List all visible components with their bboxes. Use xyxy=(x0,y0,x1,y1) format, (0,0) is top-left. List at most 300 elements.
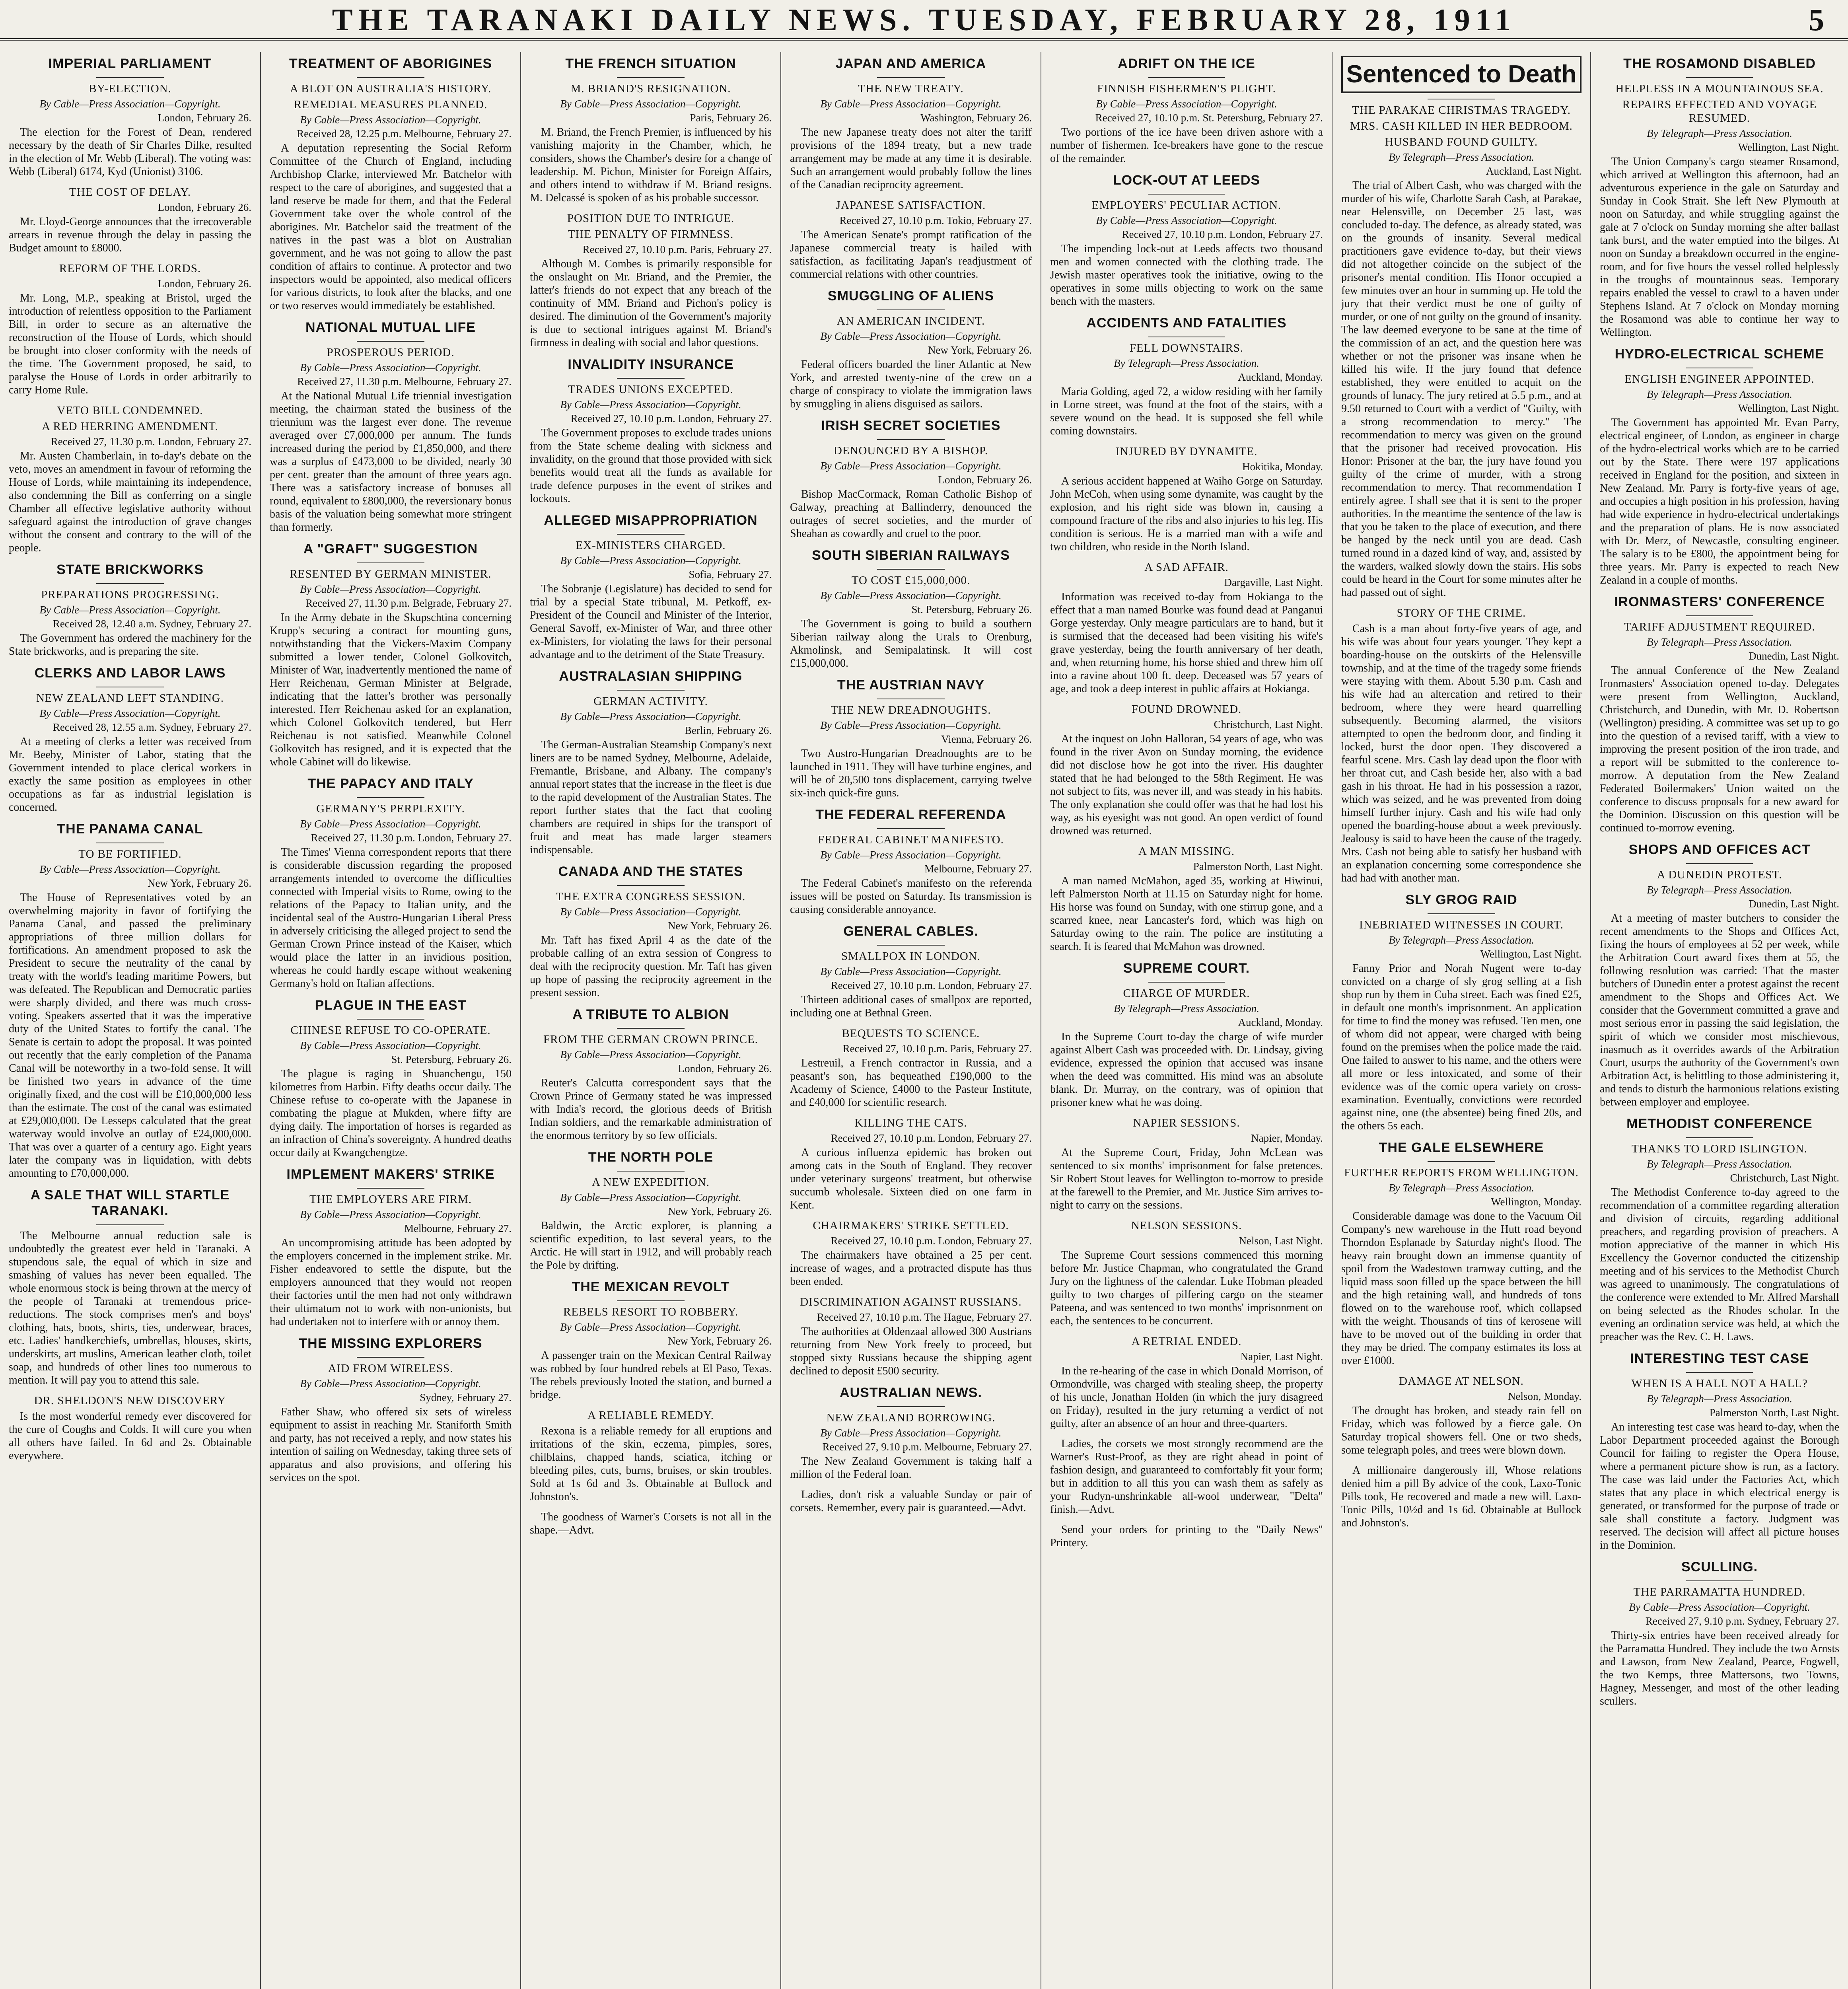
article-subhead: NAPIER SESSIONS. xyxy=(1133,1117,1240,1129)
article-body: At the Supreme Court, Friday, John McLean was sentenced to six months' imprisonment for false pretences. Sir Robert Stout leaves for Wellington to-morrow to preside at the farewell to the Premier, and Mr. Justice Sim arrives to-night to carry on the sessions. xyxy=(1050,1146,1323,1211)
article-body: Lestreuil, a French contractor in Russia, and a peasant's son, has bequeathed £190,000 to the Academy of Science, £4000 to the Pasteur Institute, and £40,000 for scientific research. xyxy=(790,1057,1032,1109)
article-body: A passenger train on the Mexican Central Railway was robbed by four hundred rebels at El Paso, Texas. The rebels previously looted the station, and burned a bridge. xyxy=(530,1349,772,1401)
article-dateline: Sofia, February 27. xyxy=(689,568,772,580)
article-dateline: New York, February 26. xyxy=(148,877,251,889)
article xyxy=(1050,845,1323,953)
article-headline: THE MISSING EXPLORERS xyxy=(299,1336,482,1351)
article-headline: CANADA AND THE STATES xyxy=(558,864,743,879)
article xyxy=(1050,703,1323,837)
article-subhead: THE EXTRA CONGRESS SESSION. xyxy=(556,890,746,903)
article-headline: STATE BRICKWORKS xyxy=(56,562,204,577)
article-body: The goodness of Warner's Corsets is not all in the shape.—Advt. xyxy=(530,1511,772,1536)
divider xyxy=(617,378,685,379)
article-subhead: INEBRIATED WITNESSES IN COURT. xyxy=(1359,919,1564,931)
article xyxy=(1050,315,1323,438)
article xyxy=(270,56,512,312)
article xyxy=(1050,1335,1323,1430)
article-subhead: PREPARATIONS PROGRESSING. xyxy=(41,588,219,601)
article xyxy=(530,1149,772,1272)
article-subhead: REMEDIAL MEASURES PLANNED. xyxy=(294,98,488,111)
article-headline: THE ROSAMOND DISABLED xyxy=(1623,56,1816,71)
article-byline: By Telegraph—Press Association. xyxy=(1389,934,1534,946)
divider xyxy=(1686,1580,1753,1581)
article-byline: By Telegraph—Press Association. xyxy=(1647,127,1792,139)
article-dateline: Wellington, Monday. xyxy=(1491,1196,1581,1208)
article-byline: By Cable—Press Association—Copyright. xyxy=(39,98,221,110)
article-body: Send your orders for printing to the "Daily News" Printery. xyxy=(1050,1524,1323,1549)
article-body: Mr. Austen Chamberlain, in to-day's debate on the veto, moves an amendment in favour of reforming the House of Lords, while maintaining its independence, also condemning the Bill as conferring on a single Chamber all effective legislative authority without safeguard against the introduction of grave changes without the consent and contrary to the will of the people. xyxy=(9,450,251,554)
article-dateline: New York, February 26. xyxy=(668,1335,772,1347)
article-byline: By Cable—Press Association—Copyright. xyxy=(39,707,221,719)
article xyxy=(270,319,512,534)
article-byline: By Cable—Press Association—Copyright. xyxy=(39,604,221,616)
article-body: The German-Australian Steamship Company's next liners are to be named Sydney, Melbourne, Adelaide, Fremantle, Brisbane, and Albany. The company's annual report states that the increase in the fleet is due to the rapid development of the Australian States. The report further states that the fact that cooling chambers are required in ships for the transport of fruit and meat has made larger steamers indispensable. xyxy=(530,739,772,856)
article-body: Is the most wonderful remedy ever discovered for the cure of Coughs and Colds. It will cure you when all others have failed. In 6d and 2s. Obtainable everywhere. xyxy=(9,1410,251,1462)
article xyxy=(9,404,251,555)
article-body: The Government has ordered the machinery for the State brickworks, and is preparing the site. xyxy=(9,632,251,658)
article-dateline: Received 27, 9.10 p.m. Melbourne, February 27. xyxy=(822,1441,1032,1453)
article-body: Bishop MacCormack, Roman Catholic Bishop of Galway, preaching at Ballinderry, denounced the outrages of secret societies, and the murder of Sheahan as cowardly and cruel to the poor. xyxy=(790,488,1032,540)
article-body: The American Senate's prompt ratification of the Japanese commercial treaty is hailed with satisfaction, as facilitating Japan's readjustment of commercial relations with other countries. xyxy=(790,229,1032,280)
article-dateline: Melbourne, February 27. xyxy=(404,1222,512,1234)
divider xyxy=(1686,1372,1753,1373)
article-dateline: Received 27, 10.10 p.m. The Hague, February 27. xyxy=(817,1311,1032,1323)
article-dateline: Napier, Monday. xyxy=(1251,1132,1323,1144)
article-dateline: Hokitika, Monday. xyxy=(1242,461,1323,473)
article-body: The Sobranje (Legislature) has decided to send for trial by a special State tribunal, M. Petkoff, ex-President of the Council and Minister of the Interior, General Savoff, ex-Minister of War, and three other ex-Ministers, for violating the laws for their personal advantage and to the detriment of the State Treasury. xyxy=(530,583,772,661)
article xyxy=(1600,1351,1839,1552)
article-byline: By Cable—Press Association—Copyright. xyxy=(560,98,741,110)
article xyxy=(1341,1140,1581,1367)
article-headline: THE NORTH POLE xyxy=(588,1150,714,1165)
article-headline: GENERAL CABLES. xyxy=(843,924,978,939)
divider xyxy=(357,341,424,342)
article-dateline: Received 28, 12.25 p.m. Melbourne, February 27. xyxy=(297,128,512,140)
article-dateline: Vienna, February 26. xyxy=(941,733,1032,745)
article-body: The Melbourne annual reduction sale is undoubtedly the greatest ever held in Taranaki. A stupendous sale, the equal of which in size and smashing of values has never been equalled. The whole enormous stock is being thrown at the mercy of the people of Taranaki at tremendous price-reductions. The stock comprises men's and boys' clothing, hats, boots, shirts, ties, underwear, braces, etc. Ladies' handkerchiefs, umbrellas, blouses, skirts, underskirts, art muslins, American leather cloth, toilet soap, and hundreds of other lines too numerous to mention. It will pay you to attend this sale. xyxy=(9,1230,251,1386)
article-body: The drought has broken, and steady rain fell on Friday, which was followed by a fierce gale. On Saturday tropical showers fell. One or two sheds, some telegraph poles, and trees were blown down. xyxy=(1341,1405,1581,1456)
article-byline: By Cable—Press Association—Copyright. xyxy=(300,1209,481,1220)
article-subhead: VETO BILL CONDEMNED. xyxy=(57,404,203,417)
article-dateline: Received 27, 10.10 p.m. London, February 27. xyxy=(1122,228,1323,240)
article-subhead: REBELS RESORT TO ROBBERY. xyxy=(563,1306,739,1318)
article-headline: NATIONAL MUTUAL LIFE xyxy=(305,320,476,335)
article-subhead: POSITION DUE TO INTRIGUE. xyxy=(567,212,735,225)
article-dateline: Nelson, Monday. xyxy=(1508,1390,1581,1402)
article-body: Thirty-six entries have been received already for the Parramatta Hundred. They include the two Arnsts and Lawson, from New Zealand, Pearce, Fogwell, the two Kemps, three Mattersons, two Towns, Hagney, Messenger, and most of the other leading scullers. xyxy=(1600,1629,1839,1707)
article xyxy=(1341,892,1581,1133)
page-number: 5 xyxy=(1809,2,1824,37)
article-dateline: Received 27, 11.30 p.m. London, February 27. xyxy=(51,436,251,448)
article xyxy=(790,547,1032,670)
divider xyxy=(96,583,164,584)
article-subhead: HELPLESS IN A MOUNTAINOUS SEA. xyxy=(1615,82,1824,95)
divider xyxy=(96,77,164,78)
article-dateline: St. Petersburg, February 26. xyxy=(911,603,1032,615)
article-byline: By Cable—Press Association—Copyright. xyxy=(560,555,741,566)
article-body: In the re-hearing of the case in which Donald Morrison, of Ormondville, was charged with stealing sheep, the property of his uncle, Jonathan Holden (in which the jury disagreed on Friday), resulted in the jury returning a verdict of not guilty, after an absence of an hour and three-quarters. xyxy=(1050,1365,1323,1430)
article xyxy=(790,1027,1032,1109)
article-body: A serious accident happened at Waiho Gorge on Saturday. John McCoh, when using some dynamite, was caught by the explosion, and his right side was blown in, causing a compound fracture of the ribs and also injuries to his leg. His condition is serious. He is a married man with a wife and two children, who reside in the North Island. xyxy=(1050,475,1323,553)
article-body: Thirteen additional cases of smallpox are reported, including one at Bethnal Green. xyxy=(790,994,1032,1019)
article-byline: By Telegraph—Press Association. xyxy=(1114,1002,1259,1014)
article-dateline: Auckland, Last Night. xyxy=(1486,165,1581,177)
divider xyxy=(357,1188,424,1189)
article xyxy=(270,541,512,769)
divider xyxy=(357,1019,424,1020)
article-subhead: A DUNEDIN PROTEST. xyxy=(1657,868,1782,881)
article-dateline: New York, February 26. xyxy=(668,1205,772,1217)
article-headline: THE AUSTRIAN NAVY xyxy=(837,677,985,693)
article-byline: By Cable—Press Association—Copyright. xyxy=(820,1427,1002,1439)
article-dateline: Received 27, 10.10 p.m. Paris, February 27. xyxy=(582,243,772,255)
article-body: Father Shaw, who offered six sets of wireless equipment to assist in reaching Mr. Staniforth Smith and party, has not received a reply, and now states his intention of sailing on Wednesday, taking three sets of apparatus and also provisions, and offering his services on the spot. xyxy=(270,1406,512,1484)
article-subhead: BEQUESTS TO SCIENCE. xyxy=(842,1027,980,1040)
article xyxy=(1600,56,1839,339)
article xyxy=(530,668,772,856)
divider xyxy=(1686,863,1753,864)
article-subhead: FOUND DROWNED. xyxy=(1131,703,1242,716)
article-byline: By Telegraph—Press Association. xyxy=(1647,1158,1792,1170)
article-body: Mr. Taft has fixed April 4 as the date of the probable calling of an extra session of Congress to deal with the reciprocity question. Mr. Taft has given up hope of passing the reciprocity agreement in the present session. xyxy=(530,934,772,999)
divider xyxy=(1686,615,1753,616)
article-subhead: FROM THE GERMAN CROWN PRINCE. xyxy=(543,1033,759,1046)
article-body: In the Supreme Court to-day the charge of wife murder against Albert Cash was proceeded with. Dr. Lindsay, giving evidence, expressed the opinion that accused was insane when the deed was committed. His mind was an absolute blank. Dr. Murray, on the contrary, was of opinion that prisoner knew what he was doing. xyxy=(1050,1031,1323,1109)
article-subhead: THE PENALTY OF FIRMNESS. xyxy=(568,228,734,241)
article-dateline: Received 28, 12.55 a.m. Sydney, February 27. xyxy=(53,721,251,733)
article xyxy=(1050,56,1323,165)
article-subhead: A RED HERRING AMENDMENT. xyxy=(42,420,218,433)
article-body: The Union Company's cargo steamer Rosamond, which arrived at Wellington this afternoon, had an adventurous experience in the gale on Saturday and Sunday in Cook Strait. She left New Plymouth at noon on Saturday, and while struggling against the gale at 7 o'clock on Sunday morning she after ballast tank burst, and the water emptied into the bilges. At noon on Sunday a breakdown occurred in the engine-room, and for five hours the vessel rolled helplessly in the troughs of mountainous seas. Temporary repairs enabled the vessel to crawl to a haven under Stephens Island. At 7 o'clock on Monday morning the Rosamond was able to continue her way to Wellington. xyxy=(1600,156,1839,339)
article-byline: By Cable—Press Association—Copyright. xyxy=(300,1378,481,1390)
article-headline: PLAGUE IN THE EAST xyxy=(315,998,467,1013)
article-subhead: THE PARRAMATTA HUNDRED. xyxy=(1633,1586,1806,1598)
article-byline: By Cable—Press Association—Copyright. xyxy=(820,460,1002,472)
article-subhead: CHARGE OF MURDER. xyxy=(1123,987,1250,1000)
article-dateline: London, February 26. xyxy=(158,112,251,124)
article-subhead: NEW ZEALAND BORROWING. xyxy=(826,1411,996,1424)
article-subhead: A RETRIAL ENDED. xyxy=(1131,1335,1242,1348)
article-body: The House of Representatives voted by an overwhelming majority in favor of fortifying the Panama Canal, and passed the preliminary appropriations of three million dollars for fortifications. An amendment proposed to ask the President to secure the neutrality of the canal by treaty with the world's leading maritime Powers, but was defeated. The Republican and Democratic parties were sharply divided, and there was much cross-voting. Speakers asserted that it was the imperative duty of the United States to fortify the canal. The Senate is certain to adopt the proposal. It was pointed out recently that the early completion of the Panama Canal will be noteworthy in a two-fold sense. It will be finished two years in advance of the time originally fixed, and the cost will be £10,000,000 less than the estimate. The cost of the canal was estimated at £29,000,000. De Lesseps calculated that the great waterway would involve an outlay of £24,000,000. That was over a quarter of a century ago. Eight years later the company was in liquidation, with debts amounting to £70,000,000. xyxy=(9,891,251,1179)
article-subhead: RESENTED BY GERMAN MINISTER. xyxy=(290,568,492,580)
masthead xyxy=(0,0,1848,41)
article-headline: THE FRENCH SITUATION xyxy=(565,56,736,71)
article xyxy=(530,1006,772,1142)
article xyxy=(1050,1219,1323,1327)
divider xyxy=(617,690,685,691)
article-subhead: MRS. CASH KILLED IN HER BEDROOM. xyxy=(1350,120,1573,132)
article-subhead: EMPLOYERS' PECULIAR ACTION. xyxy=(1091,199,1282,212)
article-byline: By Cable—Press Association—Copyright. xyxy=(820,849,1002,861)
article xyxy=(1050,561,1323,695)
article-body: Two portions of the ice have been driven ashore with a number of fishermen. Ice-breakers have gone to the rescue of the remainder. xyxy=(1050,126,1323,165)
article-subhead: THE PARAKAE CHRISTMAS TRAGEDY. xyxy=(1352,104,1571,117)
article-body: A man named McMahon, aged 35, working at Hiwinui, left Palmerston North at 11.15 on Saturday night for home. His horse was found on Sunday, with one stirrup gone, and a scarred knee, near Lancaster's ford, which was high on Saturday owing to the rain. The police are instituting a search. It is feared that McMahon was drowned. xyxy=(1050,875,1323,953)
article-body: In the Army debate in the Skupschtina concerning Krupp's securing a contract for mounting guns, notwithstanding that the Vickers-Maxim Company submitted a lower tender, Colonel Golkovitch, Minister of War, inadvertently mentioned the name of Herr Reichenau, German Minister at Belgrade, indicating that the latter's brother was personally interested. Herr Reichenau asked for an explanation, which Colonel Golkovitch tendered, but Herr Reichenau is not satisfied. Meanwhile Colonel Golkovitch has resigned, and it is expected that the whole Cabinet will do likewise. xyxy=(270,611,512,768)
article-dateline: Palmerston North, Last Night. xyxy=(1193,860,1323,872)
article-subhead: REPAIRS EFFECTED AND VOYAGE RESUMED. xyxy=(1622,98,1817,125)
article-byline: By Cable—Press Association—Copyright. xyxy=(560,1049,741,1061)
article-headline: LOCK-OUT AT LEEDS xyxy=(1113,173,1261,188)
article-dateline: Dunedin, Last Night. xyxy=(1749,898,1839,910)
article-byline: By Cable—Press Association—Copyright. xyxy=(820,98,1002,110)
article-headline: SCULLING. xyxy=(1681,1559,1758,1574)
divider xyxy=(877,1406,945,1407)
divider xyxy=(617,1171,685,1172)
article xyxy=(790,288,1032,411)
article-dateline: London, February 26. xyxy=(158,278,251,290)
article-subhead: BY-ELECTION. xyxy=(89,82,171,95)
article-subhead: A NEW EXPEDITION. xyxy=(592,1176,710,1189)
divider xyxy=(617,885,685,886)
article-headline: IRONMASTERS' CONFERENCE xyxy=(1614,594,1825,609)
article xyxy=(790,1116,1032,1212)
article-dateline: New York, February 26. xyxy=(668,920,772,932)
article-body: The new Japanese treaty does not alter the tariff provisions of the 1894 treaty, but a new trade arrangement may be made at any time it is desirable. Such an arrangement would probably follow the lines of the Canadian reciprocity agreement. xyxy=(790,126,1032,191)
article-dateline: Napier, Last Night. xyxy=(1240,1351,1323,1362)
article-dateline: Received 27, 10.10 p.m. London, February 27. xyxy=(570,413,772,424)
article-body: Mr. Lloyd-George announces that the irrecoverable arrears in revenue through the delay in passing the Budget amount to £8000. xyxy=(9,216,251,254)
article-dateline: Palmerston North, Last Night. xyxy=(1709,1407,1839,1419)
divider xyxy=(357,77,424,78)
article xyxy=(1600,594,1839,835)
article xyxy=(530,356,772,505)
article-dateline: Received 27, 10.10 p.m. Paris, February 27. xyxy=(842,1043,1032,1055)
article-headline: IMPERIAL PARLIAMENT xyxy=(48,56,212,71)
article-byline: By Cable—Press Association—Copyright. xyxy=(1096,98,1277,110)
article-subhead: GERMAN ACTIVITY. xyxy=(593,695,708,708)
article xyxy=(530,1510,772,1537)
article-body: At the National Mutual Life triennial investigation meeting, the chairman stated the business of the triennium was the largest ever done. The revenue averaged over £7,000,000 per annum. The funds increased during the period by £1,850,000, and there was a surplus of £473,000 to be divided, nearly 30 per cent. greater than the amount of three years ago. There was a satisfactory increase of bonuses all round, equivalent to £800,000, the reversionary bonus basis of the valuation being somewhat more stringent than formerly. xyxy=(270,390,512,533)
article-body: At a meeting of master butchers to consider the recent amendments to the Shops and Offices Act, fixing the hours of employees at 52 per week, while the Arbitration Court award fixes them at 55, the following resolution was carried: That the master butchers of Dunedin enter a protest against the recent amendment to the Shops and Offices Act. We consider that the Government committed a grave and most serious error in passing the said legislation, the spirit of which we consider most mischievous, inasmuch as it overrides awards of the Arbitration Court, usurps the authority of the Government's own Arbitration Act, is belittling to those administering it, and tends to disturb the harmonious relations existing between employer and employee. xyxy=(1600,912,1839,1108)
article xyxy=(1050,445,1323,553)
column-5 xyxy=(1041,52,1332,1989)
article-subhead: THE EMPLOYERS ARE FIRM. xyxy=(309,1193,472,1206)
article-body: Cash is a man about forty-five years of age, and his wife was about four years younger. They kept a boarding-house on the outskirts of the Helensville township, and at the time of the tragedy some friends were staying with them. About 5.30 p.m. Cash and his wife had an altercation and retired to their bedroom, where they were heard quarrelling subsequently. Becoming alarmed, the visitors attempted to open the bedroom door, and finding it locked, burst the door open. They discovered a fearful scene. Mrs. Cash lay dead upon the floor with her throat cut, and Cash beside her, also with a bad gash in his throat. He had in his possession a razor, which was seized, and he was prevented from doing himself further injury. Cash and his wife had only opened the boarding-house about a week previously. Jealousy is said to have been the cause of the tragedy. Mrs. Cash not being able to satisfy her husband with an explanation concerning some correspondence she had had with another man. xyxy=(1341,623,1581,884)
article-subhead: TARIFF ADJUSTMENT REQUIRED. xyxy=(1624,621,1815,633)
divider xyxy=(96,1224,164,1225)
article-subhead: THANKS TO LORD ISLINGTON. xyxy=(1631,1142,1808,1155)
article xyxy=(790,1219,1032,1288)
column-3 xyxy=(520,52,780,1989)
article-subhead: TO BE FORTIFIED. xyxy=(78,848,182,860)
divider xyxy=(617,1028,685,1029)
article-subhead: M. BRIAND'S RESIGNATION. xyxy=(570,82,731,95)
article-dateline: St. Petersburg, February 26. xyxy=(391,1053,512,1065)
article-dateline: Received 27, 11.30 p.m. Belgrade, February 27. xyxy=(305,597,512,609)
article-subhead: CHINESE REFUSE TO CO-OPERATE. xyxy=(290,1024,491,1037)
article-subhead: NEW ZEALAND LEFT STANDING. xyxy=(36,692,224,705)
divider xyxy=(1148,77,1225,78)
article xyxy=(790,807,1032,916)
article xyxy=(1341,1464,1581,1530)
article-subhead: THE NEW DREADNOUGHTS. xyxy=(831,704,991,716)
article-subhead: A RELIABLE REMEDY. xyxy=(587,1409,714,1422)
article-subhead: WHEN IS A HALL NOT A HALL? xyxy=(1631,1377,1808,1390)
article-headline: SOUTH SIBERIAN RAILWAYS xyxy=(812,548,1010,563)
article-byline: By Telegraph—Press Association. xyxy=(1389,151,1534,163)
article-body: Considerable damage was done to the Vacuum Oil Company's new warehouse in the Hutt road beyond Thorndon Esplanade by Saturday night's flood. The heavy rain brought down an immense quantity of spoil from the Wadestown tramway cutting, and the liquid mass soon filled up the space between the hill and the high retaining wall, and hundreds of tons flowed on to the warehouse roof, which collapsed with the weight. Thousands of tins of kerosene will have to be moved out of the building in order that they may be dried. The company estimates its loss at over £1000. xyxy=(1341,1210,1581,1367)
article-subhead: AN AMERICAN INCIDENT. xyxy=(836,315,985,327)
article-body: The Government has appointed Mr. Evan Parry, electrical engineer, of London, as engineer in charge of the hydro-electrical works which are to be carried out by the State. There were 197 applications received in England for the position, and sixteen in New Zealand. Mr. Parry is forty-five years of age, and occupies a high position in his profession, having had wide experience in hydro-electrical undertakings and the preparation of plans. He is now associated with Dr. Merz, of Newcastle, consulting engineer. The salary is to be £800, the appointment being for three years. Mr. Parry is expected to reach New Zealand in a couple of months. xyxy=(1600,416,1839,586)
article-headline: ACCIDENTS AND FATALITIES xyxy=(1086,315,1287,331)
divider xyxy=(877,309,945,310)
article-dateline: London, February 26. xyxy=(678,1063,772,1074)
article-byline: By Cable—Press Association—Copyright. xyxy=(820,590,1002,601)
article xyxy=(530,56,772,204)
article-body: The authorities at Oldenzaal allowed 300 Austrians returning from New York freely to proceed, but stopped sixty Russians because the shipping agent declined to deposit £500 security. xyxy=(790,1325,1032,1377)
article-body: A deputation representing the Social Reform Committee of the Church of England, including Archbishop Clarke, interviewed Mr. Batchelor with respect to the care of aborigines, and suggested that a land reserve be made for them, and that the Federal Government take over the whole control of the aborigines. Mr. Batchelor said the treatment of the natives in the past was a blot on Australian government, and he was not going to allow the past condition of affairs to continue. A protector and two inspectors would be appointed, also medical officers for various districts, to look after the blacks, and one or two reserves would immediately be established. xyxy=(270,142,512,312)
article-byline: By Telegraph—Press Association. xyxy=(1647,884,1792,896)
article xyxy=(1050,1437,1323,1516)
article-body: A millionaire dangerously ill, Whose relations denied him a pill By advice of the cook, Laxo-Tonic Pills took, He recovered and made a new will. Laxo-Tonic Pills, 10½d and 1s 6d. Obtainable at Bullock and Johnston's. xyxy=(1341,1464,1581,1529)
article-byline: By Cable—Press Association—Copyright. xyxy=(300,583,481,595)
divider xyxy=(1148,194,1225,195)
article xyxy=(530,1279,772,1401)
article-body: Maria Golding, aged 72, a widow residing with her family in Lorne street, was found at the foot of the stairs, with a severe wound on the head. It is supposed she fell while coming downstairs. xyxy=(1050,385,1323,437)
article-byline: By Cable—Press Association—Copyright. xyxy=(39,863,221,875)
article-headline: THE FEDERAL REFERENDA xyxy=(815,807,1006,822)
article-dateline: Christchurch, Last Night. xyxy=(1214,718,1323,730)
article-subhead: FELL DOWNSTAIRS. xyxy=(1129,342,1244,354)
article-body: The chairmakers have obtained a 25 per cent. increase of wages, and a protracted dispute has thus been ended. xyxy=(790,1249,1032,1288)
article-subhead: GERMANY'S PERPLEXITY. xyxy=(316,802,465,815)
article-dateline: Auckland, Monday. xyxy=(1238,1016,1323,1028)
article xyxy=(1050,960,1323,1109)
article-headline: JAPAN AND AMERICA xyxy=(835,56,986,71)
article-dateline: Melbourne, February 27. xyxy=(924,863,1032,875)
article xyxy=(9,562,251,658)
article-byline: By Cable—Press Association—Copyright. xyxy=(1096,214,1277,226)
article-subhead: FINNISH FISHERMEN'S PLIGHT. xyxy=(1097,82,1276,95)
article xyxy=(9,262,251,397)
article-headline: HYDRO-ELECTRICAL SCHEME xyxy=(1615,346,1825,362)
article-subhead: INJURED BY DYNAMITE. xyxy=(1115,445,1258,458)
article-body: The election for the Forest of Dean, rendered necessary by the death of Sir Charles Dilke, resulted in the election of Mr. Webb (Liberal). The voting was: Webb (Liberal) 6174, Kyd (Unionist) 3106. xyxy=(9,126,251,178)
article-byline: By Cable—Press Association—Copyright. xyxy=(300,114,481,126)
article xyxy=(1341,56,1581,599)
article-dateline: London, February 26. xyxy=(158,201,251,213)
article xyxy=(270,1166,512,1328)
article-headline: SLY GROG RAID xyxy=(1405,892,1517,907)
article xyxy=(1050,1116,1323,1212)
article-body: The Times' Vienna correspondent reports that there is considerable discussion regarding the proposed arrangements intended to overcome the difficulties connected with Imperial visits to Rome, owing to the relations of the Papacy to Italian unity, and the incidental seal of the Austro-Hungarian Liberal Press in adversely criticising the alleged project to send the German Crown Prince instead of the Kaiser, which would place the latter in an invidious position, whereas he could hardly escape without weakening Germany's hold on Italian affections. xyxy=(270,846,512,990)
article-byline: By Cable—Press Association—Copyright. xyxy=(560,399,741,411)
divider xyxy=(617,77,685,78)
article-subhead: A MAN MISSING. xyxy=(1138,845,1235,858)
article-dateline: Dargaville, Last Night. xyxy=(1224,576,1323,588)
article-dateline: Wellington, Last Night. xyxy=(1738,141,1839,153)
article-headline: SMUGGLING OF ALIENS xyxy=(827,288,994,304)
article-dateline: Washington, February 26. xyxy=(920,112,1032,124)
divider xyxy=(1148,982,1225,983)
divider xyxy=(617,534,685,535)
article-headline: AUSTRALIAN NEWS. xyxy=(840,1385,982,1400)
article-body: Information was received to-day from Hokianga to the effect that a man named Bourke was found dead at Panganui Gorge yesterday. Only meagre particulars are to hand, but it is surmised that the deceased had been visiting his wife's grave yesterday, being the fourth anniversary of her death, and, when returning home, his horse shied and threw him off into a ravine about 100 ft. deep. Deceased was 57 years of age, and took a deep interest in public affairs at Hokianga. xyxy=(1050,591,1323,695)
article-dateline: Nelson, Last Night. xyxy=(1239,1235,1323,1247)
article-subhead: TRADES UNIONS EXCEPTED. xyxy=(568,383,733,396)
article-dateline: London, February 26. xyxy=(938,474,1032,486)
article xyxy=(790,677,1032,800)
article-subhead: DR. SHELDON'S NEW DISCOVERY xyxy=(34,1394,226,1407)
article-body: The Methodist Conference to-day agreed to the recommendation of a committee regarding alteration and division of circuits, regarding additional preachers, and regarding provision of preachers. A motion appreciative of the manner in which His Excellency the Governor conducted the citizenship meeting and of his services to the Methodist Church was agreed to unanimously. The congratulations of the conference were extended to Mr. Alfred Marshall on being selected as the Rhodes scholar. In the evening an ordination service was held, at which the preacher was the Rev. C. H. Laws. xyxy=(1600,1186,1839,1343)
article-headline: SHOPS AND OFFICES ACT xyxy=(1628,842,1811,857)
article xyxy=(790,1295,1032,1378)
article-body: At a meeting of clerks a letter was received from Mr. Beeby, Minister of Labor, stating that the Government intended to place clerical workers in exactly the same position as employees in other occupations as far as industrial legislation is concerned. xyxy=(9,736,251,814)
divider xyxy=(877,828,945,829)
article-dateline: Wellington, Last Night. xyxy=(1738,402,1839,414)
article-byline: By Cable—Press Association—Copyright. xyxy=(300,362,481,374)
article-headline: A TRIBUTE TO ALBION xyxy=(572,1007,729,1022)
article-subhead: FURTHER REPORTS FROM WELLINGTON. xyxy=(1344,1166,1579,1179)
article-dateline: Auckland, Monday. xyxy=(1238,371,1323,383)
article-body: A curious influenza epidemic has broken out among cats in the South of England. They recover under veterinary surgeons' treatment, but otherwise succumb wholesale. Sixteen died on one farm in Kent. xyxy=(790,1146,1032,1211)
article xyxy=(9,665,251,814)
article xyxy=(1341,1374,1581,1457)
column-2 xyxy=(260,52,520,1989)
article-body: The Government proposes to exclude trades unions from the State scheme dealing with sickness and invalidity, on the ground that those provided with sick benefits would treat all the funds as available for trade defence purposes in the event of strikes and lockouts. xyxy=(530,427,772,505)
divider xyxy=(1428,1161,1495,1162)
article-byline: By Cable—Press Association—Copyright. xyxy=(820,330,1002,342)
article-subhead: DAMAGE AT NELSON. xyxy=(1399,1375,1524,1388)
article-byline: By Cable—Press Association—Copyright. xyxy=(820,719,1002,731)
article-body: Reuter's Calcutta correspondent says that the Crown Prince of Germany stated he was impressed with India's record, the glorious deeds of British Indian soldiers, and the remarkable administration of the enormous territory by so few officials. xyxy=(530,1077,772,1142)
article xyxy=(790,923,1032,1020)
masthead-title: THE TARANAKI DAILY NEWS. TUESDAY, FEBRUARY 28, 1911 xyxy=(332,2,1516,37)
article-body: Ladies, the corsets we most strongly recommend are the Warner's Rust-Proof, as they are right ahead in point of fashion design, and guaranteed to comfortably fit your form; but in addition to all this you can wash them as safely as your Rudyn-unshrinkable all-wool underwear, "Delta" finish.—Advt. xyxy=(1050,1438,1323,1516)
article-body: At the inquest on John Halloran, 54 years of age, who was found in the river Avon on Sunday morning, the evidence did not disclose how he got into the river. His daughter stated that he had belonged to the 58th Regiment. He was not subject to fits, was never ill, and was steady in his habits. The only explanation she could offer was that he had lost his way, as his eyesight was not good. An open verdict of found drowned was returned. xyxy=(1050,733,1323,837)
divider xyxy=(877,439,945,440)
article-headline: ADRIFT ON THE ICE xyxy=(1118,56,1255,71)
divider xyxy=(357,562,424,563)
article-byline: By Cable—Press Association—Copyright. xyxy=(560,906,741,918)
article-headline: THE PAPACY AND ITALY xyxy=(307,776,474,791)
article-dateline: Received 27, 11.30 p.m. London, February 27. xyxy=(311,832,512,844)
article-body: The New Zealand Government is taking half a million of the Federal loan. xyxy=(790,1455,1032,1481)
article-headline: THE MEXICAN REVOLT xyxy=(572,1279,730,1294)
article xyxy=(1341,606,1581,885)
divider xyxy=(357,797,424,798)
article-body: Rexona is a reliable remedy for all eruptions and irritations of the skin, eczema, pimples, sores, chilblains, chapped hands, sciatica, itching or bleeding piles, cuts, burns, bruises, or skin troubles. Sold at 1s 6d and 3s. Obtainable at Bullock and Johnston's. xyxy=(530,1425,772,1503)
article-subhead: TO COST £15,000,000. xyxy=(851,574,971,587)
article-byline: By Telegraph—Press Association. xyxy=(1114,357,1259,369)
article-subhead: PROSPEROUS PERIOD. xyxy=(327,346,455,359)
article-dateline: Berlin, February 26. xyxy=(685,724,772,736)
article-subhead: DENOUNCED BY A BISHOP. xyxy=(833,444,988,457)
article xyxy=(1600,842,1839,1109)
article-headline: A "GRAFT" SUGGESTION xyxy=(303,541,478,557)
article xyxy=(9,56,251,178)
article xyxy=(1050,172,1323,308)
divider xyxy=(1686,1137,1753,1138)
article xyxy=(1050,1523,1323,1549)
article-subhead: KILLING THE CATS. xyxy=(854,1117,967,1129)
article-headline: TREATMENT OF ABORIGINES xyxy=(289,56,492,71)
divider xyxy=(877,945,945,946)
article-body: Ladies, don't risk a valuable Sunday or pair of corsets. Remember, every pair is guaranteed.—Advt. xyxy=(790,1489,1032,1514)
article-subhead: JAPANESE SATISFACTION. xyxy=(836,199,986,212)
column-4 xyxy=(780,52,1041,1989)
article-byline: By Cable—Press Association—Copyright. xyxy=(560,1191,741,1203)
article-headline: IRISH SECRET SOCIETIES xyxy=(821,418,1001,433)
article-body: An interesting test case was heard to-day, when the Labor Department proceeded against the Borough Council for failing to register the Opera House, where a permanent picture show is run, as a factory. The case was laid under the Factories Act, which states that any place in which electrical energy is generated, or transformed for the purpose of trade or sale shall constitute a factory. Judgment was reserved. The decision will affect all picture houses in the Dominion. xyxy=(1600,1421,1839,1551)
article-headline: INTERESTING TEST CASE xyxy=(1630,1351,1809,1366)
divider xyxy=(1686,77,1753,78)
column-7 xyxy=(1590,52,1848,1989)
article-headline: AUSTRALASIAN SHIPPING xyxy=(559,669,743,684)
divider xyxy=(357,1357,424,1358)
article-subhead: EX-MINISTERS CHARGED. xyxy=(576,539,726,552)
